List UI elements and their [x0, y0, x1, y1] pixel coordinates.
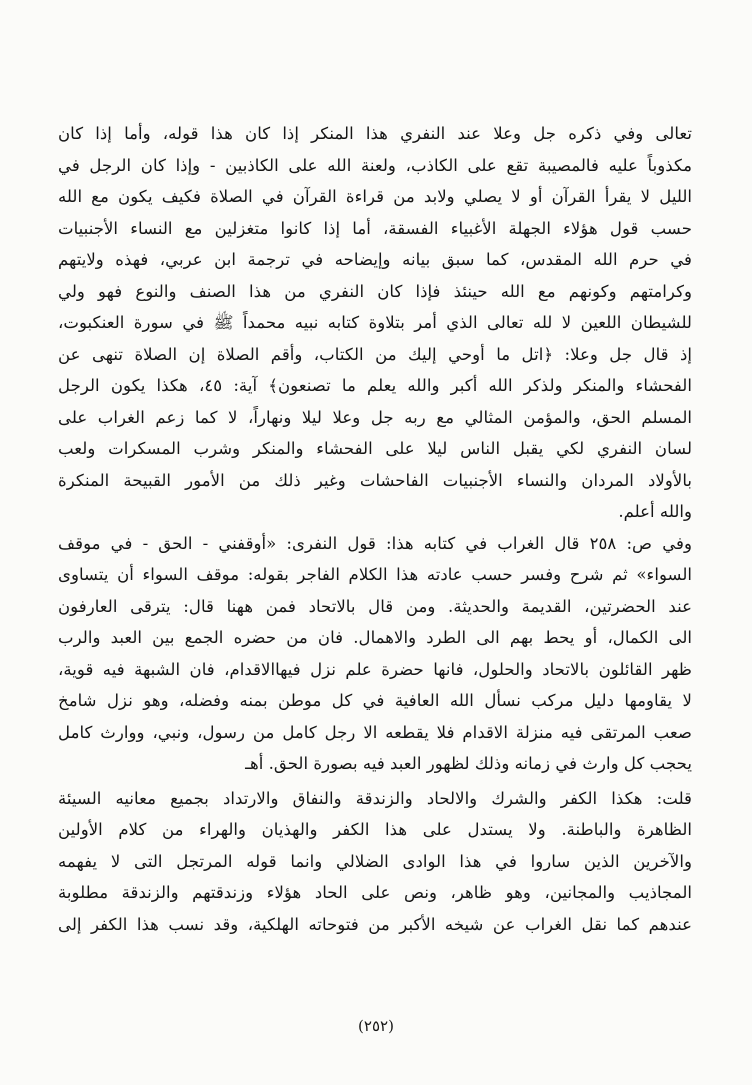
text-line: صعب المرتقى فيه منزلة الاقدام فلا يقطعه الا رجل كامل من رسول، ونبي، ووارث كامل [58, 722, 692, 742]
text-line: يحجب كل وارث في زمانه وذلك لظهور العبد فيه بصورة الحق. أهـ [245, 754, 692, 773]
text-line: في حرم الله المقدس، كما سبق بيانه وإيضاحه في ترجمة ابن عربي، فهذه ولايتهم [58, 250, 692, 269]
body-text [58, 118, 692, 940]
text-line: والله أعلم. [618, 502, 692, 521]
text-line: للشيطان اللعين لا لله تعالى الذي أمر بتلاوة كتابه نبيه محمداً ﷺ في سورة العنكبوت، [58, 313, 692, 332]
text-line: لسان النفري لكي يقبل الناس ليلا على الفحشاء والمنكر وشرب المسكرات ولعب [58, 439, 692, 458]
text-line: وفي ص: ٢٥٨ قال الغراب في كتابه هذا: قول النفرى: «أوقفني - الحق - في موقف [58, 533, 692, 553]
text-line: ظهر القائلون بالاتحاد والحلول، فانها حضرة علم نزل فيهاالاقدام، فان الشبهة فيه قوية، [58, 659, 692, 679]
text-line: قلت: هكذا الكفر والشرك والالحاد والزندقة والنفاق والارتداد بجميع معانيه السيئة [58, 788, 692, 808]
text-line: لا يقاومها دليل مركب نسأل الله العافية في كل موطن بمنه وفضله، وهو نزل شامخ [58, 691, 692, 710]
text-line: إذ قال جل وعلا: ﴿اتل ما أوحي إليك من الكتاب، وأقم الصلاة إن الصلاة تنهى عن [58, 344, 692, 364]
text-line: عندهم كما نقل الغراب عن شيخه الأكبر من فتوحاته الهلكية، وقد نسب هذا الكفر إلى [58, 914, 692, 934]
text-line: السواء» ثم شرح وفسر حسب عادته هذا الكلام الفاجر بقوله: موقف السواء أن يتساوى [58, 565, 692, 584]
text-line: عند الحضرتين، القديمة والحديثة. ومن قال بالاتحاد فمن ههنا قال: يترقى العارفون [58, 596, 692, 616]
text-line: المجاذيب والمجانين، وهو ظاهر، ونص على الحاد هؤلاء وزندقتهم والزندقة مطلوبة [58, 883, 692, 902]
text-line: الليل لا يقرأ القرآن أو لا يصلي ولابد من قراءة القرآن في الصلاة فكيف يكون مع الله [58, 187, 692, 206]
paragraph-1 [58, 118, 692, 528]
text-line: حسب قول هؤلاء الجهلة الأغبياء الفسقة، أما إذا كانوا متغزلين مع النساء الأجنبيات [58, 218, 692, 238]
text-line: والآخرين الذين ساروا في هذا الوادى الضلالي وانما قوله المرتجل التى لا يفهمه [58, 851, 692, 871]
text-line: الظاهرة والباطنة. ولا يستدل على هذا الكفر والهذيان والهراء من كلام الأولين [58, 820, 692, 839]
text-line: الى الكمال، أو يحط بهم الى الطرد والاهمال. فان من حضره الجمع بين العبد والرب [58, 628, 692, 647]
text-line: وكرامتهم وكونهم مع الله حينئذ فإذا كان النفري من هذا الصنف والنوع فهو ولي [58, 281, 692, 301]
text-line: بالأولاد المردان والنساء الأجنبيات الفاحشات وغير ذلك من الأمور القبيحة المنكرة [58, 470, 692, 490]
text-line: مكذوباً عليه فالمصيبة تقع على الكاذب، ولعنة الله على الكاذبين - وإذا كان الرجل في [58, 155, 692, 175]
page-number: (٢٥٢) [358, 1017, 394, 1035]
text-line: تعالى وفي ذكره جل وعلا عند النفري هذا المنكر إذا كان هذا قوله، وأما إذا كان [58, 124, 692, 143]
text-line: الفحشاء والمنكر ولذكر الله أكبر والله يعلم ما تصنعون﴾ آية: ٤٥، هكذا يكون الرجل [58, 376, 692, 395]
paragraph-3 [58, 783, 692, 941]
paragraph-2 [58, 528, 692, 780]
text-line: المسلم الحق، والمؤمن المثالي مع ربه جل وعلا ليلا ونهاراً، لا كما زعم الغراب على [58, 407, 692, 427]
